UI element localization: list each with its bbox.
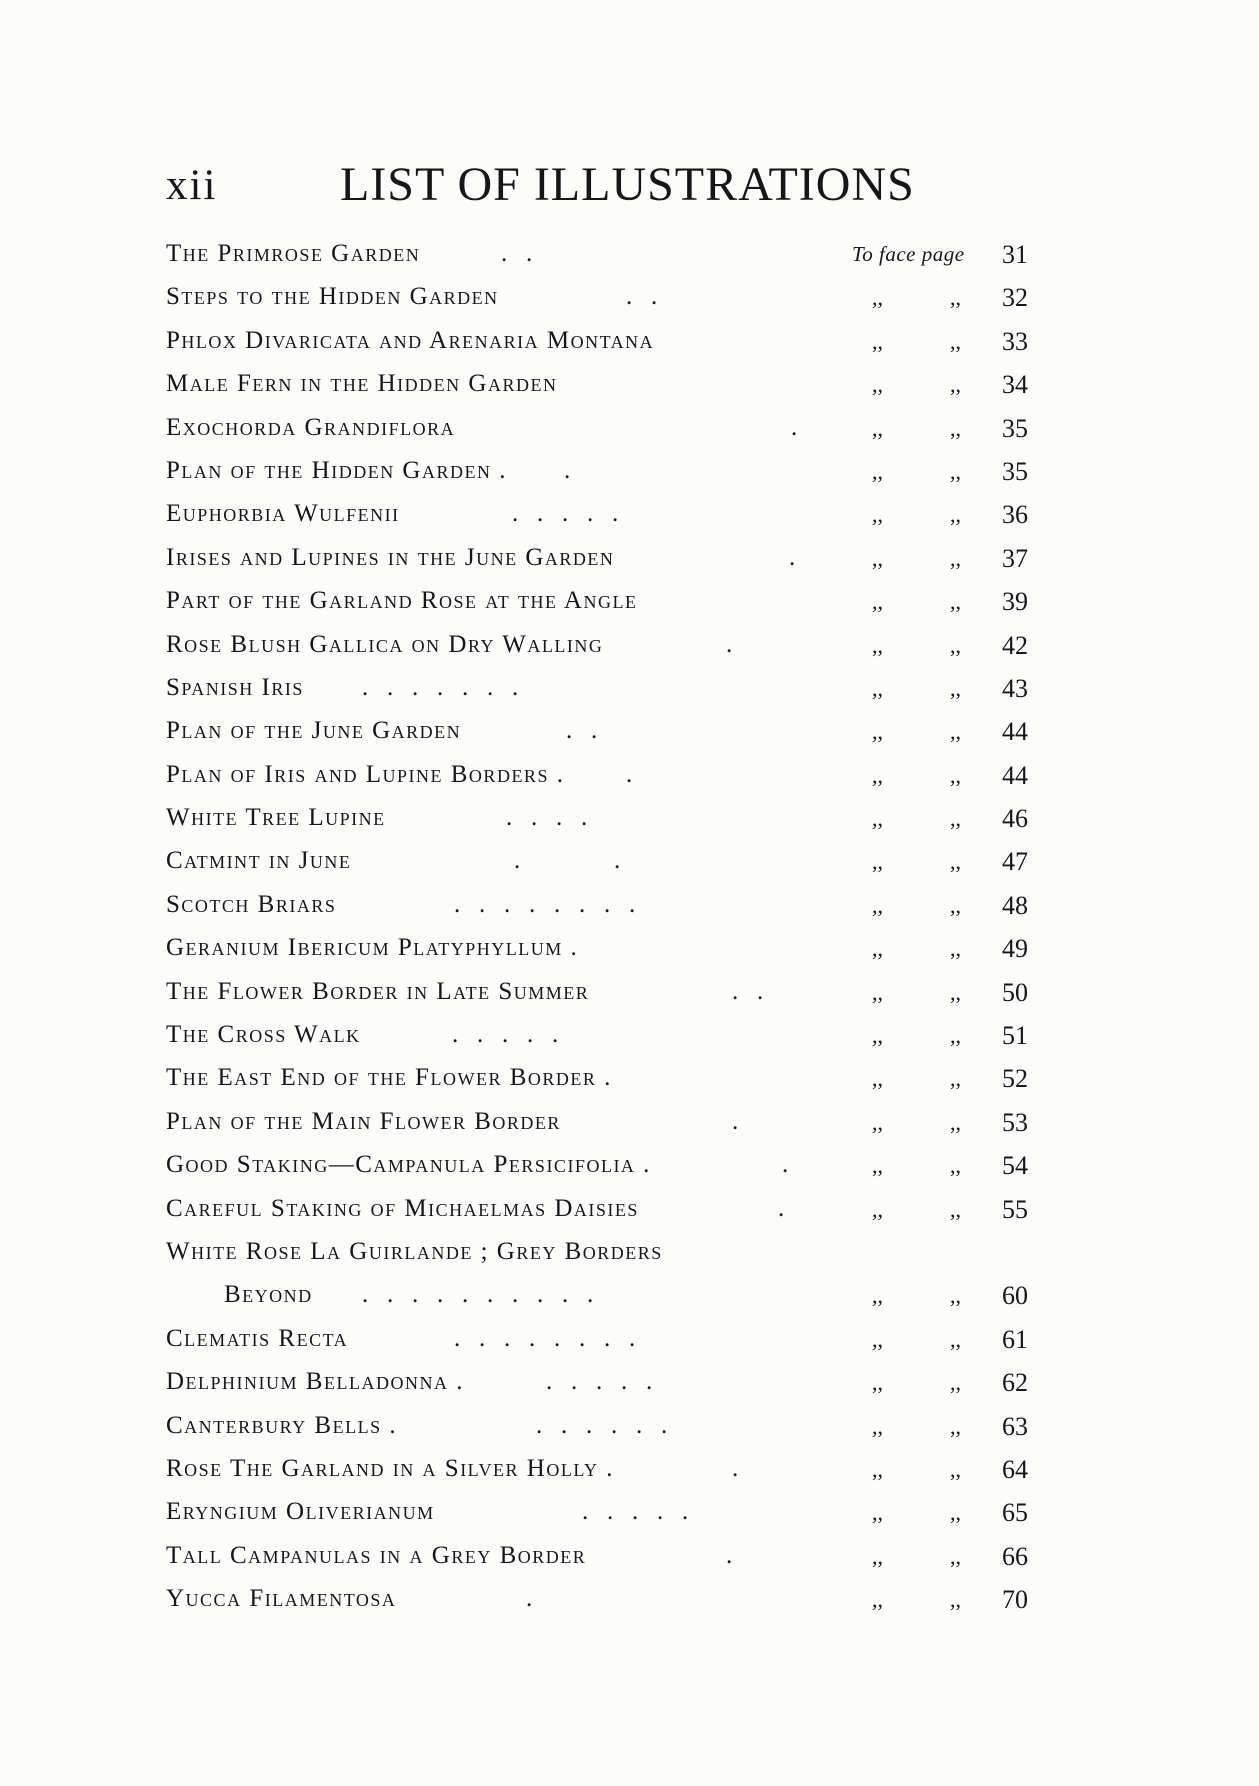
illustration-title: Plan of the Main Flower Border: [166, 1107, 561, 1135]
to-face-page-label: To face page: [852, 242, 965, 266]
illustration-title: Delphinium Belladonna .: [166, 1368, 464, 1396]
illustration-title: Steps to the Hidden Garden: [166, 283, 499, 311]
illustration-entry: [166, 1281, 1066, 1324]
ditto-mark: ,,: [950, 1023, 961, 1049]
ditto-mark: ,,: [950, 1543, 961, 1569]
ditto-mark: ,,: [950, 1109, 961, 1135]
dot-leader: .: [791, 413, 798, 441]
illustration-title: Canterbury Bells .: [166, 1411, 398, 1439]
illustration-entry: [166, 934, 1066, 977]
page-ref: 54: [1002, 1151, 1028, 1181]
ditto-mark: ,,: [872, 1066, 883, 1092]
ditto-mark: ,,: [872, 719, 883, 745]
illustration-entry: [166, 891, 1066, 934]
dot-leader: .: [778, 1194, 785, 1222]
dot-leader: . . . . . . . .: [454, 1324, 636, 1352]
page-ref: 42: [1002, 630, 1028, 660]
illustration-entry: [166, 370, 1066, 413]
illustration-title: Euphorbia Wulfenii: [166, 500, 400, 528]
dot-leader: . .: [626, 283, 658, 311]
ditto-mark: ,,: [950, 1196, 961, 1222]
page-ref: 49: [1002, 934, 1028, 964]
ditto-mark: ,,: [950, 502, 961, 528]
illustration-title: Rose Blush Gallica on Dry Walling: [166, 630, 604, 658]
ditto-mark: ,,: [872, 1456, 883, 1482]
dot-leader: . . . . . . . . . .: [362, 1281, 594, 1309]
illustration-title: Part of the Garland Rose at the Angle: [166, 587, 638, 615]
ditto-mark: ,,: [872, 936, 883, 962]
illustration-entry: [166, 804, 1066, 847]
page-ref: 34: [1002, 370, 1028, 400]
ditto-mark: ,,: [872, 1326, 883, 1352]
page-ref: 65: [1002, 1498, 1028, 1528]
illustration-entry: [166, 978, 1066, 1021]
page-ref: 44: [1002, 760, 1028, 790]
illustration-title: Plan of the Hidden Garden .: [166, 456, 507, 484]
illustration-title: Phlox Divaricata and Arenaria Montana: [166, 326, 655, 354]
ditto-mark: ,,: [950, 936, 961, 962]
ditto-mark: ,,: [872, 632, 883, 658]
illustration-entry: [166, 631, 1066, 674]
ditto-mark: ,,: [872, 1023, 883, 1049]
page-ref: 63: [1002, 1411, 1028, 1441]
dot-leader: .: [626, 760, 633, 788]
page-ref: 66: [1002, 1541, 1028, 1571]
illustration-title: White Tree Lupine: [166, 804, 386, 832]
dot-leader: . . . . .: [582, 1498, 689, 1526]
dot-leader: .: [732, 1454, 739, 1482]
ditto-mark: ,,: [872, 328, 883, 354]
ditto-mark: ,,: [872, 1153, 883, 1179]
page-ref: 33: [1002, 326, 1028, 356]
ditto-mark: ,,: [872, 1283, 883, 1309]
ditto-mark: ,,: [872, 415, 883, 441]
ditto-mark: ,,: [872, 1413, 883, 1439]
illustration-entry: [166, 457, 1066, 500]
illustration-title: Clematis Recta: [166, 1324, 349, 1352]
dot-leader: .: [564, 456, 571, 484]
ditto-mark: ,,: [950, 1500, 961, 1526]
illustration-entry: [166, 500, 1066, 543]
illustration-title: The East End of the Flower Border .: [166, 1064, 612, 1092]
ditto-mark: ,,: [872, 849, 883, 875]
page-ref: 46: [1002, 804, 1028, 834]
ditto-mark: ,,: [872, 589, 883, 615]
dot-leader: . .: [501, 240, 533, 267]
page-ref: 37: [1002, 543, 1028, 573]
page-ref: 43: [1002, 673, 1028, 703]
ditto-mark: ,,: [950, 979, 961, 1005]
ditto-mark: ,,: [872, 545, 883, 571]
illustration-entry: [166, 327, 1066, 370]
illustration-entry: [166, 1238, 1066, 1281]
ditto-mark: ,,: [950, 1326, 961, 1352]
page-ref: 50: [1002, 977, 1028, 1007]
ditto-mark: ,,: [950, 545, 961, 571]
illustration-title: White Rose La Guirlande ; Grey Borders: [166, 1237, 663, 1265]
illustration-title: Irises and Lupines in the June Garden: [166, 543, 615, 571]
dot-leader: . . . . . . .: [362, 673, 519, 701]
dot-leader: . . . . .: [546, 1368, 653, 1396]
illustration-title: Exochorda Grandiflora: [166, 413, 456, 441]
illustration-entry: [166, 544, 1066, 587]
illustration-entry: [166, 1368, 1066, 1411]
page-ref: 31: [1002, 240, 1028, 269]
page-ref: 32: [1002, 283, 1028, 313]
dot-leader: .: [732, 1107, 739, 1135]
ditto-mark: ,,: [950, 806, 961, 832]
ditto-mark: ,,: [950, 372, 961, 398]
ditto-mark: ,,: [950, 1153, 961, 1179]
dot-leader: .: [789, 543, 796, 571]
illustration-title: Rose The Garland in a Silver Holly .: [166, 1454, 615, 1482]
page-ref: 60: [1002, 1281, 1028, 1311]
ditto-mark: ,,: [872, 806, 883, 832]
illustration-entry: [166, 1498, 1066, 1541]
ditto-mark: ,,: [872, 762, 883, 788]
ditto-mark: ,,: [872, 372, 883, 398]
ditto-mark: ,,: [950, 762, 961, 788]
ditto-mark: ,,: [950, 849, 961, 875]
illustration-entry: [166, 1542, 1066, 1585]
illustration-entry: [166, 414, 1066, 457]
illustration-entry: [166, 1455, 1066, 1498]
illustration-entry: [166, 240, 1066, 283]
dot-leader: . .: [732, 977, 764, 1005]
ditto-mark: ,,: [872, 285, 883, 311]
dot-leader: . . . . .: [512, 500, 619, 528]
illustration-entry: [166, 1064, 1066, 1107]
page-ref: 39: [1002, 587, 1028, 617]
page-ref: 48: [1002, 890, 1028, 920]
dot-leader: . . . .: [506, 804, 588, 832]
illustration-entry: [166, 674, 1066, 717]
illustration-title: The Primrose Garden: [166, 240, 421, 267]
ditto-mark: ,,: [950, 328, 961, 354]
ditto-mark: ,,: [950, 285, 961, 311]
illustration-title: Spanish Iris: [166, 673, 304, 701]
illustration-title: Scotch Briars: [166, 890, 337, 918]
page-ref: 44: [1002, 717, 1028, 747]
illustration-entry: [166, 761, 1066, 804]
illustration-title: The Flower Border in Late Summer: [166, 977, 590, 1005]
illustration-title: Plan of the June Garden: [166, 717, 462, 745]
ditto-mark: ,,: [950, 1283, 961, 1309]
illustration-entry: [166, 1021, 1066, 1064]
ditto-mark: ,,: [950, 1066, 961, 1092]
illustration-entry: [166, 717, 1066, 760]
dot-leader: .: [726, 1541, 733, 1569]
page-ref: 52: [1002, 1064, 1028, 1094]
ditto-mark: ,,: [950, 1587, 961, 1613]
dot-leader: .: [782, 1151, 789, 1179]
ditto-mark: ,,: [950, 415, 961, 441]
illustration-entry: [166, 1585, 1066, 1628]
ditto-mark: ,,: [950, 632, 961, 658]
illustration-title: Geranium Ibericum Platyphyllum .: [166, 934, 579, 962]
dot-leader: . . . . .: [452, 1021, 559, 1049]
dot-leader: . . . . . .: [536, 1411, 668, 1439]
page-ref: 64: [1002, 1454, 1028, 1484]
illustration-title: Eryngium Oliverianum: [166, 1498, 435, 1526]
ditto-mark: ,,: [872, 458, 883, 484]
illustration-title: The Cross Walk: [166, 1021, 361, 1049]
illustration-entry: [166, 847, 1066, 890]
ditto-mark: ,,: [950, 1456, 961, 1482]
page-ref: 47: [1002, 847, 1028, 877]
illustration-entry: [166, 1108, 1066, 1151]
page-ref: 35: [1002, 413, 1028, 443]
illustration-entry: [166, 1151, 1066, 1194]
dot-leader: . .: [566, 717, 598, 745]
ditto-mark: ,,: [950, 1413, 961, 1439]
illustration-entry: [166, 1325, 1066, 1368]
ditto-mark: ,,: [872, 1196, 883, 1222]
ditto-mark: ,,: [950, 719, 961, 745]
page-ref: 55: [1002, 1194, 1028, 1224]
dot-leader: .: [526, 1585, 533, 1613]
page-ref: 53: [1002, 1107, 1028, 1137]
illustration-title: Plan of Iris and Lupine Borders .: [166, 760, 565, 788]
ditto-mark: ,,: [872, 675, 883, 701]
illustration-title: Beyond: [224, 1281, 313, 1309]
page-number: xii: [166, 162, 218, 209]
illustration-entry: [166, 1412, 1066, 1455]
page-ref: 35: [1002, 456, 1028, 486]
dot-leader: .: [726, 630, 733, 658]
ditto-mark: ,,: [950, 892, 961, 918]
ditto-mark: ,,: [872, 1587, 883, 1613]
ditto-mark: ,,: [872, 1370, 883, 1396]
ditto-mark: ,,: [950, 675, 961, 701]
page-ref: 61: [1002, 1324, 1028, 1354]
ditto-mark: ,,: [872, 1500, 883, 1526]
illustration-title: Catmint in June: [166, 847, 352, 875]
ditto-mark: ,,: [872, 979, 883, 1005]
illustration-title: Good Staking—Campanula Persicifolia .: [166, 1151, 651, 1179]
ditto-mark: ,,: [872, 892, 883, 918]
page-ref: 36: [1002, 500, 1028, 530]
illustration-entry: [166, 1195, 1066, 1238]
page-title: LIST OF ILLUSTRATIONS: [340, 158, 915, 211]
ditto-mark: ,,: [872, 502, 883, 528]
illustration-title: Male Fern in the Hidden Garden: [166, 370, 558, 398]
ditto-mark: ,,: [950, 1370, 961, 1396]
ditto-mark: ,,: [872, 1543, 883, 1569]
page-ref: 70: [1002, 1585, 1028, 1615]
ditto-mark: ,,: [950, 458, 961, 484]
ditto-mark: ,,: [950, 589, 961, 615]
ditto-mark: ,,: [872, 1109, 883, 1135]
illustration-list: [166, 240, 1066, 1629]
illustration-entry: [166, 283, 1066, 326]
illustration-entry: [166, 587, 1066, 630]
page-ref: 51: [1002, 1021, 1028, 1051]
illustration-title: Tall Campanulas in a Grey Border: [166, 1541, 587, 1569]
dot-leader: . . . . . . . .: [454, 890, 636, 918]
illustration-title: Yucca Filamentosa: [166, 1585, 397, 1613]
page-ref: 62: [1002, 1368, 1028, 1398]
dot-leader: . .: [514, 847, 621, 875]
illustration-title: Careful Staking of Michaelmas Daisies: [166, 1194, 639, 1222]
